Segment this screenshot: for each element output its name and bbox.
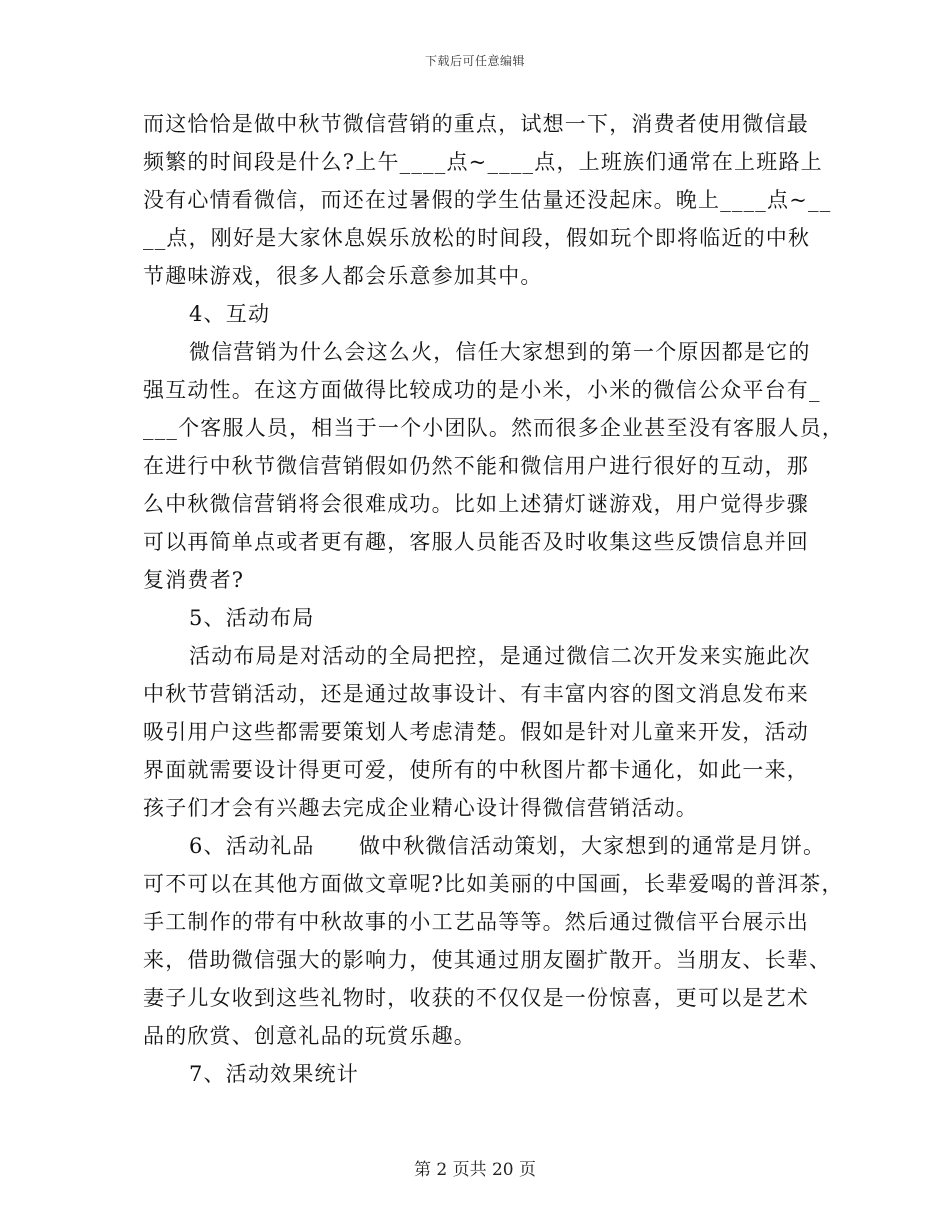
paragraph-line: 而这恰恰是做中秋节微信营销的重点，试想一下，消费者使用微信最 bbox=[143, 112, 809, 136]
paragraph-line: 在进行中秋节微信营销假如仍然不能和微信用户进行很好的互动，那 bbox=[143, 454, 809, 478]
paragraph-line: 活动布局是对活动的全局把控，是通过微信二次开发来实施此次 bbox=[189, 644, 811, 668]
paragraph-line: 微信营销为什么会这么火，信任大家想到的第一个原因都是它的 bbox=[189, 340, 811, 364]
paragraph-line: 频繁的时间段是什么?上午____点~____点，上班族们通常在上班路上 bbox=[143, 150, 823, 174]
paragraph-line: 界面就需要设计得更可爱，使所有的中秋图片都卡通化，如此一来， bbox=[143, 758, 809, 782]
paragraph-line: ___个客服人员，相当于一个小团队。然而很多企业甚至没有客服人员， bbox=[143, 416, 845, 440]
paragraph-line: 妻子儿女收到这些礼物时，收获的不仅仅是一份惊喜，更可以是艺术 bbox=[143, 986, 809, 1010]
paragraph-line: 强互动性。在这方面做得比较成功的是小米，小米的微信公众平台有_ bbox=[143, 378, 821, 402]
paragraph-line: 节趣味游戏，很多人都会乐意参加其中。 bbox=[143, 264, 543, 288]
paragraph-line: 来，借助微信强大的影响力，使其通过朋友圈扩散开。当朋友、长辈、 bbox=[143, 948, 832, 972]
paragraph-line: 可不可以在其他方面做文章呢?比如美丽的中国画，长辈爱喝的普洱茶， bbox=[143, 872, 844, 896]
paragraph-line: 孩子们才会有兴趣去完成企业精心设计得微信营销活动。 bbox=[143, 796, 698, 820]
paragraph-line: __点，刚好是大家休息娱乐放松的时间段，假如玩个即将临近的中秋 bbox=[143, 226, 811, 250]
paragraph-line: 吸引用户这些都需要策划人考虑清楚。假如是针对儿童来开发，活动 bbox=[143, 720, 809, 744]
paragraph-line: 品的欣赏、创意礼品的玩赏乐趣。 bbox=[143, 1024, 476, 1048]
section-heading-activity-layout: 5、活动布局 bbox=[189, 606, 315, 630]
section-heading-activity-gifts: 6、活动礼品 做中秋微信活动策划，大家想到的通常是月饼。 bbox=[189, 834, 826, 858]
paragraph-line: 手工制作的带有中秋故事的小工艺品等等。然后通过微信平台展示出 bbox=[143, 910, 809, 934]
paragraph-line: 复消费者? bbox=[143, 568, 245, 592]
paragraph-line: 没有心情看微信，而还在过暑假的学生估量还没起床。晚上____点~__ bbox=[143, 188, 832, 212]
section-heading-interaction: 4、互动 bbox=[189, 302, 271, 326]
section-heading-effect-statistics: 7、活动效果统计 bbox=[189, 1062, 359, 1086]
document-body bbox=[143, 105, 845, 1093]
page-header: 下载后可任意编辑 bbox=[424, 54, 525, 68]
paragraph-line: 么中秋微信营销将会很难成功。比如上述猜灯谜游戏，用户觉得步骤 bbox=[143, 492, 809, 516]
paragraph-line: 中秋节营销活动，还是通过故事设计、有丰富内容的图文消息发布来 bbox=[143, 682, 809, 706]
paragraph-line: 可以再简单点或者更有趣，客服人员能否及时收集这些反馈信息并回 bbox=[143, 530, 809, 554]
page-number-footer: 第 2 页共 20 页 bbox=[413, 1160, 537, 1180]
